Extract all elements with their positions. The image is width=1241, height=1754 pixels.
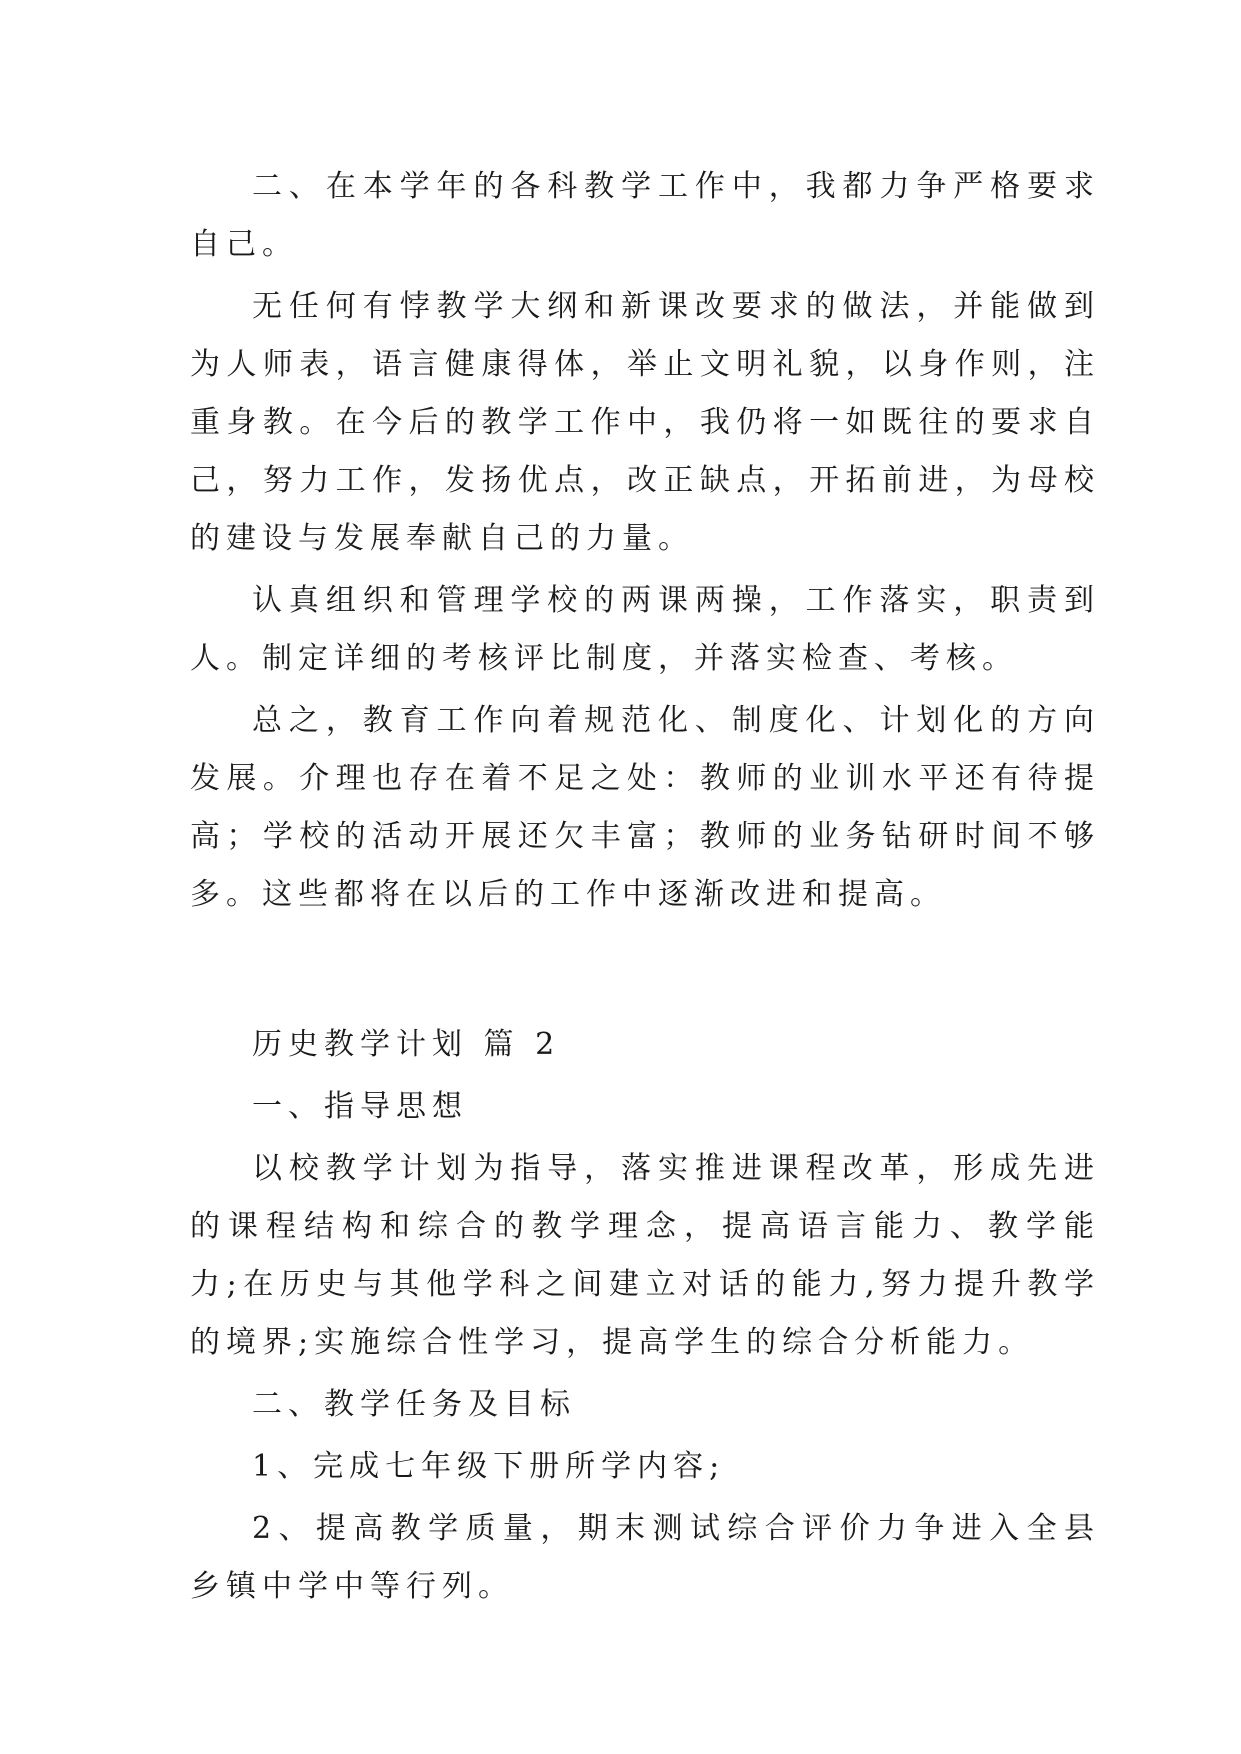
paragraph: 二、在本学年的各科教学工作中，我都力争严格要求自己。 <box>190 169 1100 262</box>
section-title: 历史教学计划 篇 2 <box>252 1027 561 1062</box>
list-item: 1、完成七年级下册所学内容; <box>252 1449 726 1484</box>
paragraph: 认真组织和管理学校的两课两操，工作落实，职责到人。制定详细的考核评比制度，并落实检查、考核。 <box>190 583 1100 676</box>
heading-teaching-tasks: 二、教学任务及目标 <box>252 1387 576 1422</box>
paragraph: 无任何有悖教学大纲和新课改要求的做法，并能做到为人师表，语言健康得体，举止文明礼貌，以身作则，注重身教。在今后的教学工作中，我仍将一如既往的要求自己，努力工作，发扬优点，改正缺点，开拓前进，为母校的建设与发展奉献自己的力量。 <box>190 289 1100 556</box>
heading-guiding-thought: 一、指导思想 <box>252 1089 468 1124</box>
paragraph: 以校教学计划为指导，落实推进课程改革，形成先进的课程结构和综合的教学理念，提高语言能力、教学能力;在历史与其他学科之间建立对话的能力,努力提升教学的境界;实施综合性学习，提高学生的综合分析能力。 <box>190 1151 1100 1360</box>
document-body <box>190 158 1100 1620</box>
paragraph: 总之，教育工作向着规范化、制度化、计划化的方向发展。介理也存在着不足之处：教师的业训水平还有待提高；学校的活动开展还欠丰富；教师的业务钻研时间不够多。这些都将在以后的工作中逐渐改进和提高。 <box>190 703 1100 912</box>
section-spacer <box>190 928 1100 1016</box>
list-item: 2、提高教学质量，期末测试综合评价力争进入全县乡镇中学中等行列。 <box>190 1511 1100 1604</box>
